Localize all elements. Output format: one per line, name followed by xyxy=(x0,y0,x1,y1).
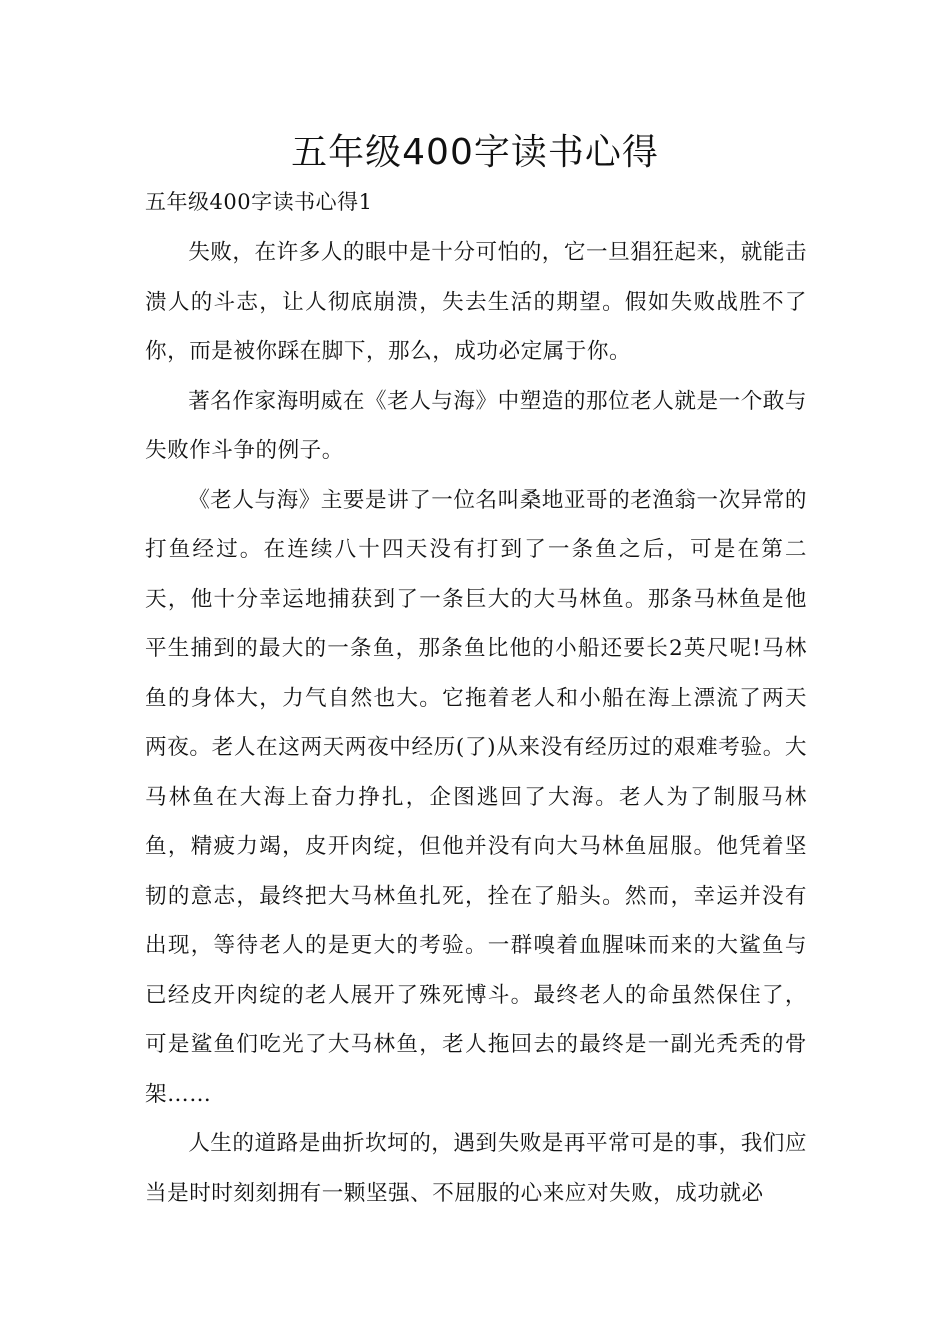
paragraph-3: 《老人与海》主要是讲了一位名叫桑地亚哥的老渔翁一次异常的打鱼经过。在连续八十四天没有打到了一条鱼之后，可是在第二天，他十分幸运地捕获到了一条巨大的大马林鱼。那条马林鱼是他平生捕到的最大的一条鱼，那条鱼比他的小船还要长2英尺呢!马林鱼的身体大，力气自然也大。它拖着老人和小船在海上漂流了两天两夜。老人在这两天两夜中经历(了)从来没有经历过的艰难考验。大马林鱼在大海上奋力挣扎，企图逃回了大海。老人为了制服马林鱼，精疲力竭，皮开肉绽，但他并没有向大马林鱼屈服。他凭着坚韧的意志，最终把大马林鱼扎死，拴在了船头。然而，幸运并没有出现，等待老人的是更大的考验。一群嗅着血腥味而来的大鲨鱼与已经皮开肉绽的老人展开了殊死博斗。最终老人的命虽然保住了，可是鲨鱼们吃光了大马林鱼，老人拖回去的最终是一副光秃秃的骨架…… xyxy=(145,487,807,1107)
paragraph-4: 人生的道路是曲折坎坷的，遇到失败是再平常可是的事，我们应当是时时刻刻拥有一颗坚强、不屈服的心来应对失败，成功就必 xyxy=(145,1131,807,1206)
paragraph-2: 著名作家海明威在《老人与海》中塑造的那位老人就是一个敢与失败作斗争的例子。 xyxy=(145,388,807,463)
section-heading: 五年级400字读书心得1 xyxy=(145,190,373,214)
document-title: 五年级400字读书心得 xyxy=(291,132,659,173)
paragraph-1: 失败，在许多人的眼中是十分可怕的，它一旦猖狂起来，就能击溃人的斗志，让人彻底崩溃，失去生活的期望。假如失败战胜不了你，而是被你踩在脚下，那么，成功必定属于你。 xyxy=(145,240,807,364)
document-body xyxy=(145,182,807,1218)
